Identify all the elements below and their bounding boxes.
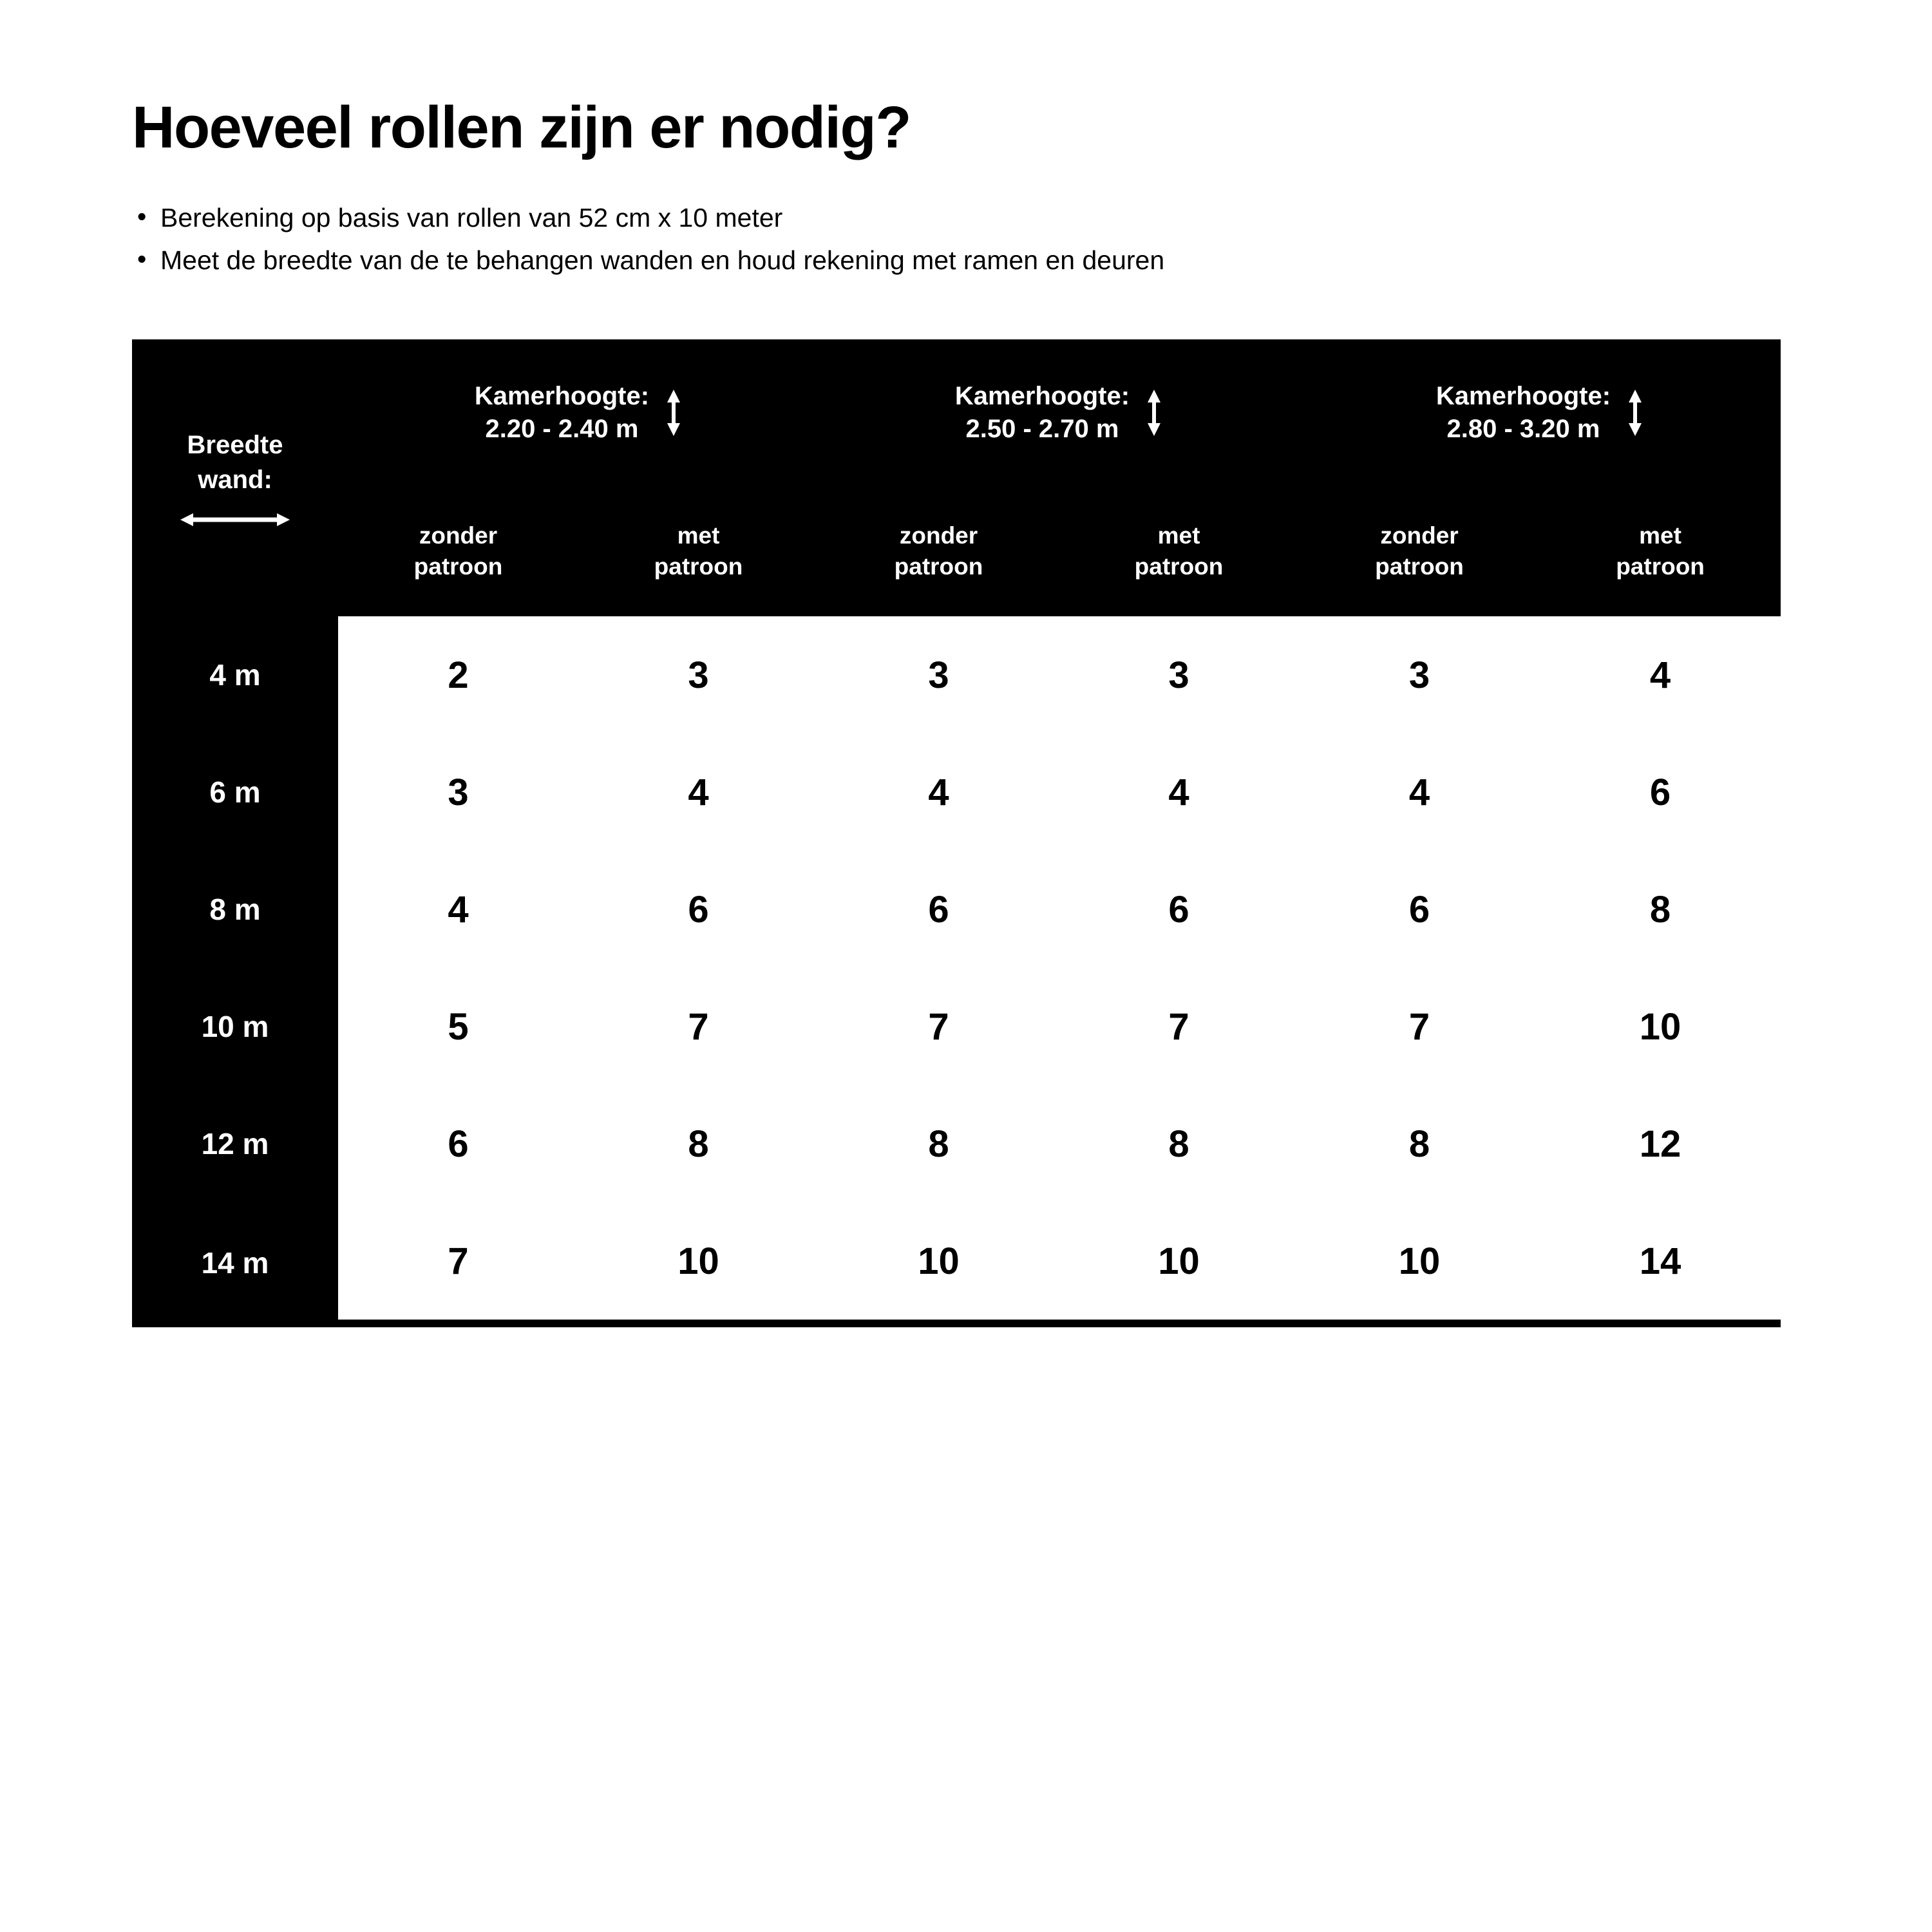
cell-value: 6 bbox=[578, 851, 819, 968]
cell-value: 4 bbox=[1540, 616, 1781, 734]
cell-value: 6 bbox=[1299, 851, 1540, 968]
cell-value: 6 bbox=[819, 851, 1059, 968]
row-header-wall-width: 12 m bbox=[132, 1085, 338, 1202]
cell-value: 8 bbox=[578, 1085, 819, 1202]
table-row bbox=[132, 851, 1781, 968]
cell-value: 4 bbox=[1299, 734, 1540, 851]
cell-value: 10 bbox=[819, 1202, 1059, 1323]
cell-value: 3 bbox=[1299, 616, 1540, 734]
table-row bbox=[132, 1202, 1781, 1323]
group-2-line1: Kamerhoogte: bbox=[954, 382, 1130, 411]
group-1-line1: Kamerhoogte: bbox=[474, 382, 650, 411]
group-3-line1: Kamerhoogte: bbox=[1435, 382, 1611, 411]
group-2-line2: 2.50 - 2.70 m bbox=[965, 415, 1119, 444]
list-item: • Berekening op basis van rollen van 52 cm x 10 meter bbox=[132, 196, 1803, 239]
cell-value: 3 bbox=[819, 616, 1059, 734]
cell-value: 6 bbox=[338, 1085, 578, 1202]
cell-value: 8 bbox=[1059, 1085, 1299, 1202]
row-header-wall-width: 8 m bbox=[132, 851, 338, 968]
subheader-6-line2: patroon bbox=[1616, 553, 1705, 580]
cell-value: 7 bbox=[1299, 968, 1540, 1085]
subheader-4 bbox=[1059, 486, 1299, 616]
subheader-5-line1: zonder bbox=[1380, 522, 1459, 549]
column-group-header-3 bbox=[1299, 339, 1781, 486]
cell-value: 7 bbox=[1059, 968, 1299, 1085]
subheader-4-line2: patroon bbox=[1134, 553, 1224, 580]
subheader-4-line1: met bbox=[1157, 522, 1200, 549]
notes-list bbox=[132, 196, 1803, 282]
cell-value: 7 bbox=[338, 1202, 578, 1323]
column-group-header-1 bbox=[338, 339, 819, 486]
list-item: • Meet de breedte van de te behangen wanden en houd rekening met ramen en deuren bbox=[132, 239, 1803, 281]
row-header-wall-width: 14 m bbox=[132, 1202, 338, 1323]
cell-value: 5 bbox=[338, 968, 578, 1085]
cell-value: 6 bbox=[1059, 851, 1299, 968]
cell-value: 3 bbox=[578, 616, 819, 734]
cell-value: 4 bbox=[819, 734, 1059, 851]
cell-value: 10 bbox=[1540, 968, 1781, 1085]
subheader-5 bbox=[1299, 486, 1540, 616]
cell-value: 4 bbox=[338, 851, 578, 968]
table-row bbox=[132, 734, 1781, 851]
table-row bbox=[132, 968, 1781, 1085]
row-header-wall-width: 4 m bbox=[132, 616, 338, 734]
subheader-3 bbox=[819, 486, 1059, 616]
cell-value: 8 bbox=[1299, 1085, 1540, 1202]
table-row bbox=[132, 1085, 1781, 1202]
subheader-1-line1: zonder bbox=[419, 522, 498, 549]
table-row bbox=[132, 616, 1781, 734]
page-title: Hoeveel rollen zijn er nodig? bbox=[132, 95, 911, 160]
cell-value: 7 bbox=[819, 968, 1059, 1085]
subheader-6-line1: met bbox=[1639, 522, 1681, 549]
table-header-groups bbox=[132, 339, 1781, 486]
cell-value: 2 bbox=[338, 616, 578, 734]
cell-value: 7 bbox=[578, 968, 819, 1085]
cell-value: 3 bbox=[338, 734, 578, 851]
double-arrow-vertical-icon bbox=[665, 390, 682, 436]
cell-value: 10 bbox=[1299, 1202, 1540, 1323]
group-1-line2: 2.20 - 2.40 m bbox=[485, 415, 639, 444]
cell-value: 12 bbox=[1540, 1085, 1781, 1202]
subheader-2-line1: met bbox=[677, 522, 720, 549]
group-3-line2: 2.80 - 3.20 m bbox=[1446, 415, 1600, 444]
cell-value: 14 bbox=[1540, 1202, 1781, 1323]
column-group-header-2 bbox=[819, 339, 1299, 486]
subheader-3-line2: patroon bbox=[894, 553, 983, 580]
corner-label-line2: wand: bbox=[198, 466, 272, 495]
rolls-table-wrapper bbox=[132, 339, 1781, 1327]
cell-value: 10 bbox=[1059, 1202, 1299, 1323]
cell-value: 4 bbox=[1059, 734, 1299, 851]
subheader-1-line2: patroon bbox=[413, 553, 503, 580]
cell-value: 6 bbox=[1540, 734, 1781, 851]
rolls-table bbox=[132, 339, 1781, 1327]
double-arrow-vertical-icon bbox=[1627, 390, 1643, 436]
table-body bbox=[132, 616, 1781, 1323]
corner-label-line1: Breedte bbox=[187, 431, 283, 460]
double-arrow-horizontal-icon bbox=[180, 511, 290, 528]
cell-value: 8 bbox=[819, 1085, 1059, 1202]
subheader-2 bbox=[578, 486, 819, 616]
cell-value: 10 bbox=[578, 1202, 819, 1323]
subheader-6 bbox=[1540, 486, 1781, 616]
subheader-1 bbox=[338, 486, 578, 616]
cell-value: 4 bbox=[578, 734, 819, 851]
corner-header bbox=[132, 339, 338, 616]
double-arrow-vertical-icon bbox=[1146, 390, 1162, 436]
subheader-2-line2: patroon bbox=[654, 553, 743, 580]
subheader-5-line2: patroon bbox=[1375, 553, 1464, 580]
table-header-subcolumns bbox=[132, 486, 1781, 616]
row-header-wall-width: 10 m bbox=[132, 968, 338, 1085]
subheader-3-line1: zonder bbox=[899, 522, 978, 549]
row-header-wall-width: 6 m bbox=[132, 734, 338, 851]
cell-value: 8 bbox=[1540, 851, 1781, 968]
cell-value: 3 bbox=[1059, 616, 1299, 734]
